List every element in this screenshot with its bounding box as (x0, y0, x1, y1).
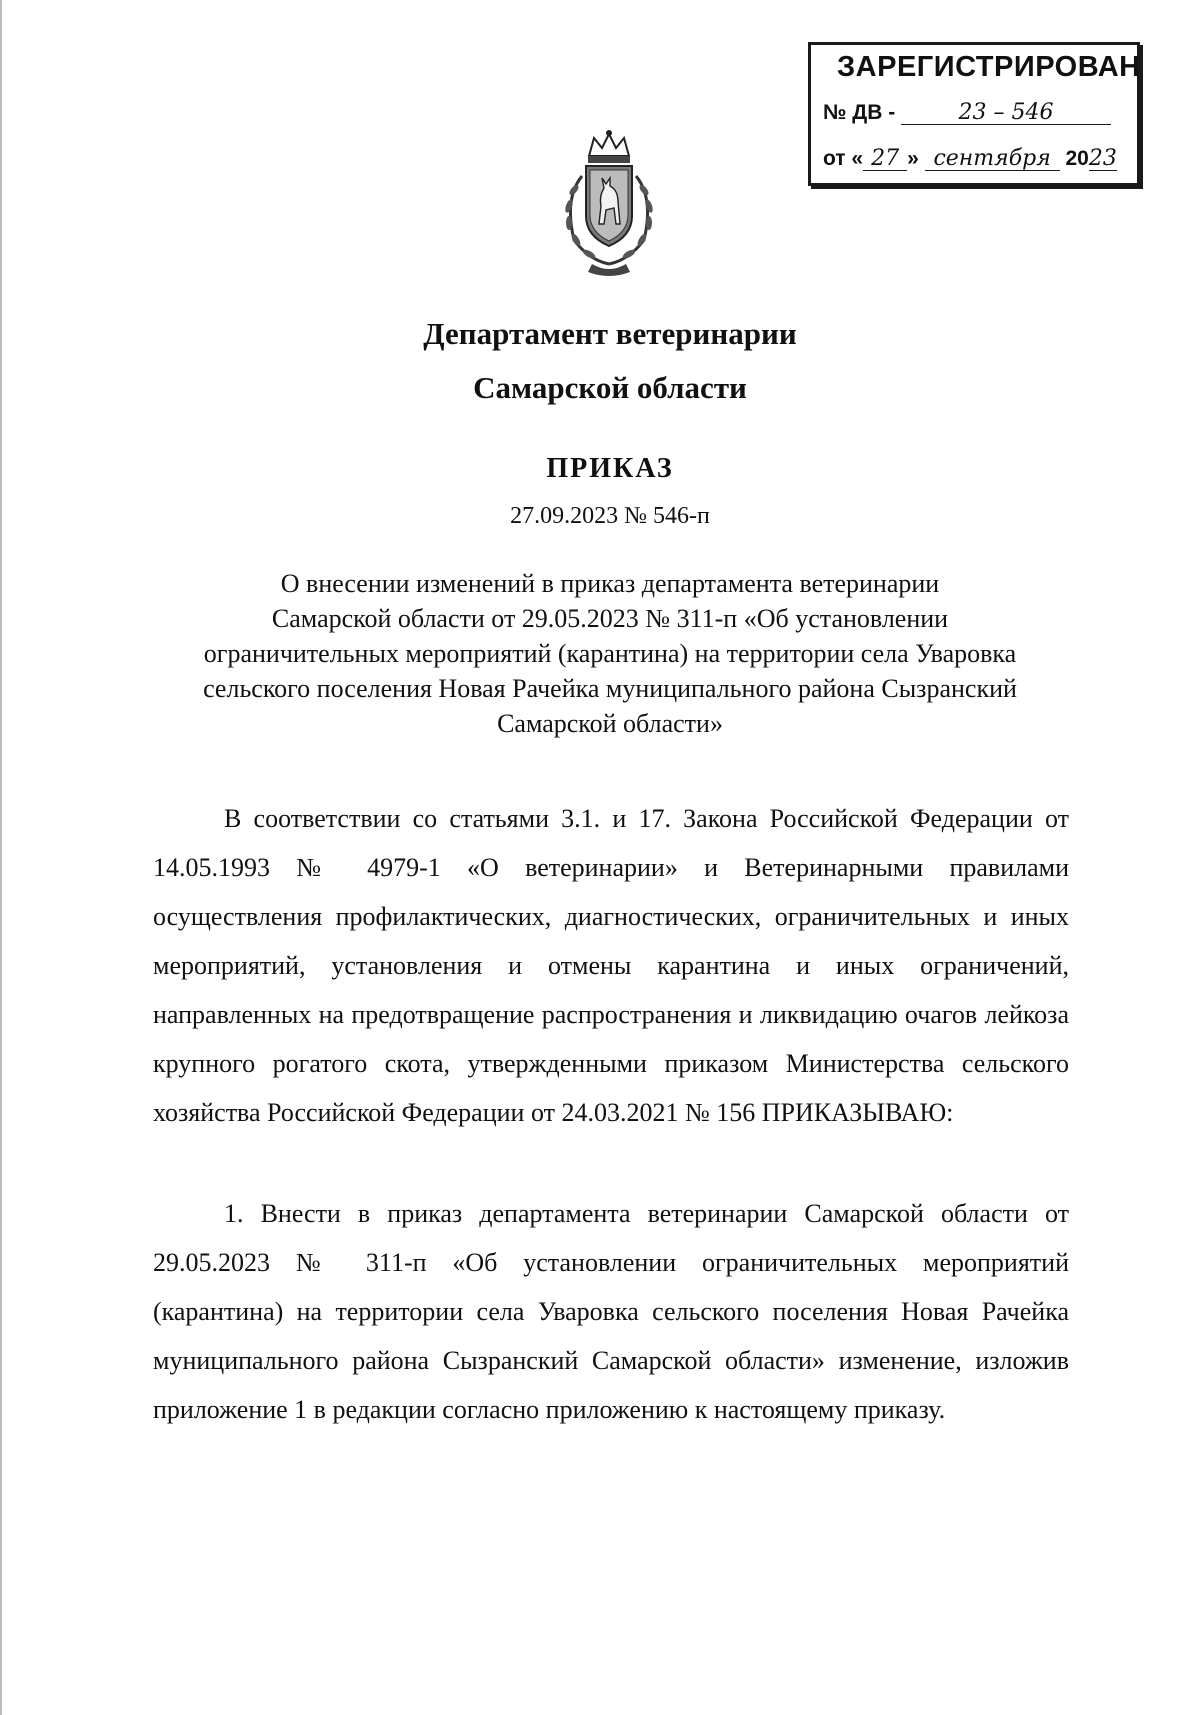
stamp-date-mid: » (907, 147, 919, 170)
subject-line: Самарской области от 29.05.2023 № 311-п «Об установлении (271, 604, 949, 633)
stamp-date-prefix: от « (823, 147, 864, 170)
stamp-title: ЗАРЕГИСТРИРОВАН (837, 51, 1141, 83)
stamp-month-handwritten: сентября (925, 148, 1060, 171)
stamp-number-prefix: № ДВ - (823, 101, 896, 124)
scan-edge-line (0, 0, 2, 1715)
order-item-1-paragraph: 1. Внести в приказ департамента ветеринарии Самарской области от 29.05.2023 № 311-п «Об установлении ограничительных мероприятий (карантина) на территории села Уваровка сельского поселения Новая Рачейка муниципального района Сызранский Самарской области» изменение, изложив приложение 1 в редакции согласно приложению к настоящему приказу. (153, 1199, 1069, 1424)
stamp-year-printed: 20 (1065, 147, 1089, 170)
stamp-date-row (823, 147, 1117, 171)
stamp-number-row (823, 101, 1111, 125)
document-type-title: ПРИКАЗ (546, 453, 674, 484)
preamble-paragraph: В соответствии со статьями 3.1. и 17. Закона Российской Федерации от 14.05.1993 № 4979-1 «О ветеринарии» и Ветеринарными правилами осуществления профилактических, диагностических, ограничительных и иных мероприятий, установления и отмены карантина и иных ограничений, направленных на предотвращение распространения и ликвидацию очагов лейкоза крупного рогатого скота, утвержденными приказом Министерства сельского хозяйства Российской Федерации от 24.03.2021 № 156 ПРИКАЗЫВАЮ: (153, 804, 1069, 1127)
department-name-line2: Самарской области (473, 370, 747, 405)
document-subject (150, 566, 1070, 741)
stamp-number-handwritten: 23 – 546 (901, 102, 1111, 125)
stamp-day-handwritten: 27 (863, 148, 907, 171)
samara-oblast-coat-of-arms-icon (544, 128, 674, 278)
stamp-year-handwritten: 23 (1088, 146, 1117, 171)
department-name-line1: Департамент ветеринарии (423, 316, 797, 351)
registration-stamp (808, 42, 1140, 186)
subject-line: ограничительных мероприятий (карантина) на территории села Уваровка (203, 639, 1017, 668)
document-number-date: 27.09.2023 № 546-п (510, 503, 710, 529)
subject-line: Самарской области» (497, 709, 723, 738)
subject-line: О внесении изменений в приказ департамента ветеринарии (280, 569, 940, 598)
subject-line: сельского поселения Новая Рачейка муниципального района Сызранский (203, 674, 1017, 703)
